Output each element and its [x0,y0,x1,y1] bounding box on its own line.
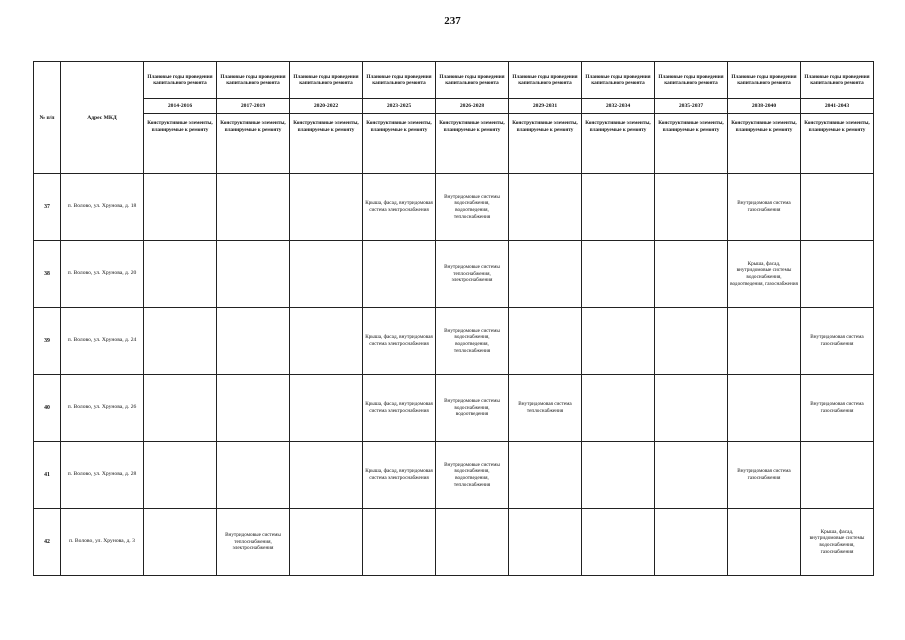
row-address: п. Волово, ул. Хрунова, д. 26 [61,375,144,442]
header-planned-years: Плановые годы проведения капитального ремонта [509,62,582,99]
repair-works-cell [144,442,217,509]
repair-works-cell [144,308,217,375]
repair-works-cell [582,241,655,308]
repair-works-cell [290,241,363,308]
repair-works-cell: Внутридомовая система теплоснабжения [509,375,582,442]
repair-works-cell [217,174,290,241]
row-number: 38 [34,241,61,308]
capital-repair-plan-table [33,61,874,576]
table-row [34,509,874,576]
row-number: 41 [34,442,61,509]
repair-works-cell [144,509,217,576]
repair-works-cell: Внутридомовые системы теплоснабжения, электроснабжения [436,241,509,308]
repair-works-cell: Внутридомовые системы водоснабжения, водоотведения [436,375,509,442]
repair-works-cell: Крыша, фасад, внутридомовые системы водоснабжения, водоотведения, газоснабжения [728,241,801,308]
repair-works-cell [582,174,655,241]
row-address: п. Волово, ул. Хрунова, д. 20 [61,241,144,308]
table-row [34,442,874,509]
header-structural-elements: Конструктивные элементы, планируемые к ремонту [509,114,582,174]
repair-works-cell: Внутридомовые системы водоснабжения, водоотведения, теплоснабжения [436,174,509,241]
header-year-range: 2035-2037 [655,99,728,114]
table-row [34,308,874,375]
repair-works-cell [436,509,509,576]
repair-works-cell [290,375,363,442]
header-year-range: 2038-2040 [728,99,801,114]
header-year-range: 2017-2019 [217,99,290,114]
row-number: 37 [34,174,61,241]
table-row [34,375,874,442]
header-planned-years: Плановые годы проведения капитального ремонта [290,62,363,99]
repair-works-cell [363,509,436,576]
row-address: п. Волово, ул. Хрунова, д. 28 [61,442,144,509]
row-address: п. Волово, ул. Хрунова, д. 3 [61,509,144,576]
header-year-range: 2014-2016 [144,99,217,114]
header-structural-elements: Конструктивные элементы, планируемые к ремонту [728,114,801,174]
header-row-elements [34,114,874,174]
repair-works-cell [801,241,874,308]
repair-works-cell: Внутридомовая система газоснабжения [728,174,801,241]
repair-works-cell [363,241,436,308]
repair-works-cell: Внутридомовая система газоснабжения [801,308,874,375]
repair-works-cell: Внутридомовые системы водоснабжения, водоотведения, теплоснабжения [436,442,509,509]
repair-works-cell [217,308,290,375]
repair-works-cell [144,174,217,241]
header-structural-elements: Конструктивные элементы, планируемые к ремонту [436,114,509,174]
header-structural-elements: Конструктивные элементы, планируемые к ремонту [144,114,217,174]
repair-works-cell [655,442,728,509]
repair-works-cell [655,308,728,375]
header-year-range: 2032-2034 [582,99,655,114]
repair-works-cell [801,174,874,241]
repair-works-cell: Внутридомовая система газоснабжения [801,375,874,442]
header-planned-years: Плановые годы проведения капитального ремонта [436,62,509,99]
repair-works-cell [509,509,582,576]
table-row [34,174,874,241]
repair-works-cell [582,375,655,442]
header-structural-elements: Конструктивные элементы, планируемые к ремонту [217,114,290,174]
repair-works-cell: Крыша, фасад, внутридомовая система электроснабжения [363,442,436,509]
row-address: п. Волово, ул. Хрунова, д. 18 [61,174,144,241]
repair-works-cell [509,174,582,241]
header-planned-years: Плановые годы проведения капитального ремонта [582,62,655,99]
row-number: 39 [34,308,61,375]
repair-works-cell [728,308,801,375]
repair-works-cell [290,174,363,241]
repair-works-cell: Крыша, фасад, внутридомовая система электроснабжения [363,375,436,442]
repair-works-cell [655,375,728,442]
header-row-years [34,62,874,99]
header-structural-elements: Конструктивные элементы, планируемые к ремонту [801,114,874,174]
repair-works-cell [144,241,217,308]
header-planned-years: Плановые годы проведения капитального ремонта [363,62,436,99]
repair-works-cell [290,509,363,576]
repair-works-cell [290,308,363,375]
repair-works-cell [728,509,801,576]
header-num: № п/п [34,62,61,174]
header-structural-elements: Конструктивные элементы, планируемые к ремонту [290,114,363,174]
repair-works-cell [509,308,582,375]
repair-works-cell: Крыша, фасад, внутридомовая система электроснабжения [363,308,436,375]
header-year-range: 2029-2031 [509,99,582,114]
row-number: 42 [34,509,61,576]
repair-works-cell [655,174,728,241]
header-structural-elements: Конструктивные элементы, планируемые к ремонту [582,114,655,174]
repair-works-cell [728,375,801,442]
repair-works-cell [582,308,655,375]
repair-works-cell: Крыша, фасад, внутридомовая система электроснабжения [363,174,436,241]
header-year-range: 2023-2025 [363,99,436,114]
table-row [34,241,874,308]
row-number: 40 [34,375,61,442]
repair-works-cell [509,241,582,308]
header-year-range: 2020-2022 [290,99,363,114]
repair-works-cell [217,442,290,509]
repair-works-cell [582,442,655,509]
header-planned-years: Плановые годы проведения капитального ремонта [655,62,728,99]
page-number: 237 [444,15,461,27]
header-year-range: 2026-2028 [436,99,509,114]
header-structural-elements: Конструктивные элементы, планируемые к ремонту [655,114,728,174]
repair-works-cell: Внутридомовая система газоснабжения [728,442,801,509]
repair-works-cell [655,241,728,308]
header-row-ranges [34,99,874,114]
repair-works-cell [217,241,290,308]
repair-works-cell: Крыша, фасад, внутридомовые системы водоснабжения, газоснабжения [801,509,874,576]
repair-works-cell [582,509,655,576]
repair-works-cell [801,442,874,509]
repair-works-cell [655,509,728,576]
row-address: п. Волово, ул. Хрунова, д. 24 [61,308,144,375]
header-structural-elements: Конструктивные элементы, планируемые к ремонту [363,114,436,174]
header-year-range: 2041-2043 [801,99,874,114]
repair-works-cell: Внутридомовые системы водоснабжения, водоотведения, теплоснабжения [436,308,509,375]
repair-works-cell [509,442,582,509]
repair-works-cell: Внутридомовые системы теплоснабжения, электроснабжения [217,509,290,576]
repair-works-cell [290,442,363,509]
header-planned-years: Плановые годы проведения капитального ремонта [144,62,217,99]
header-planned-years: Плановые годы проведения капитального ремонта [728,62,801,99]
header-planned-years: Плановые годы проведения капитального ремонта [801,62,874,99]
header-address: Адрес МКД [61,62,144,174]
repair-works-cell [217,375,290,442]
repair-works-cell [144,375,217,442]
header-planned-years: Плановые годы проведения капитального ремонта [217,62,290,99]
